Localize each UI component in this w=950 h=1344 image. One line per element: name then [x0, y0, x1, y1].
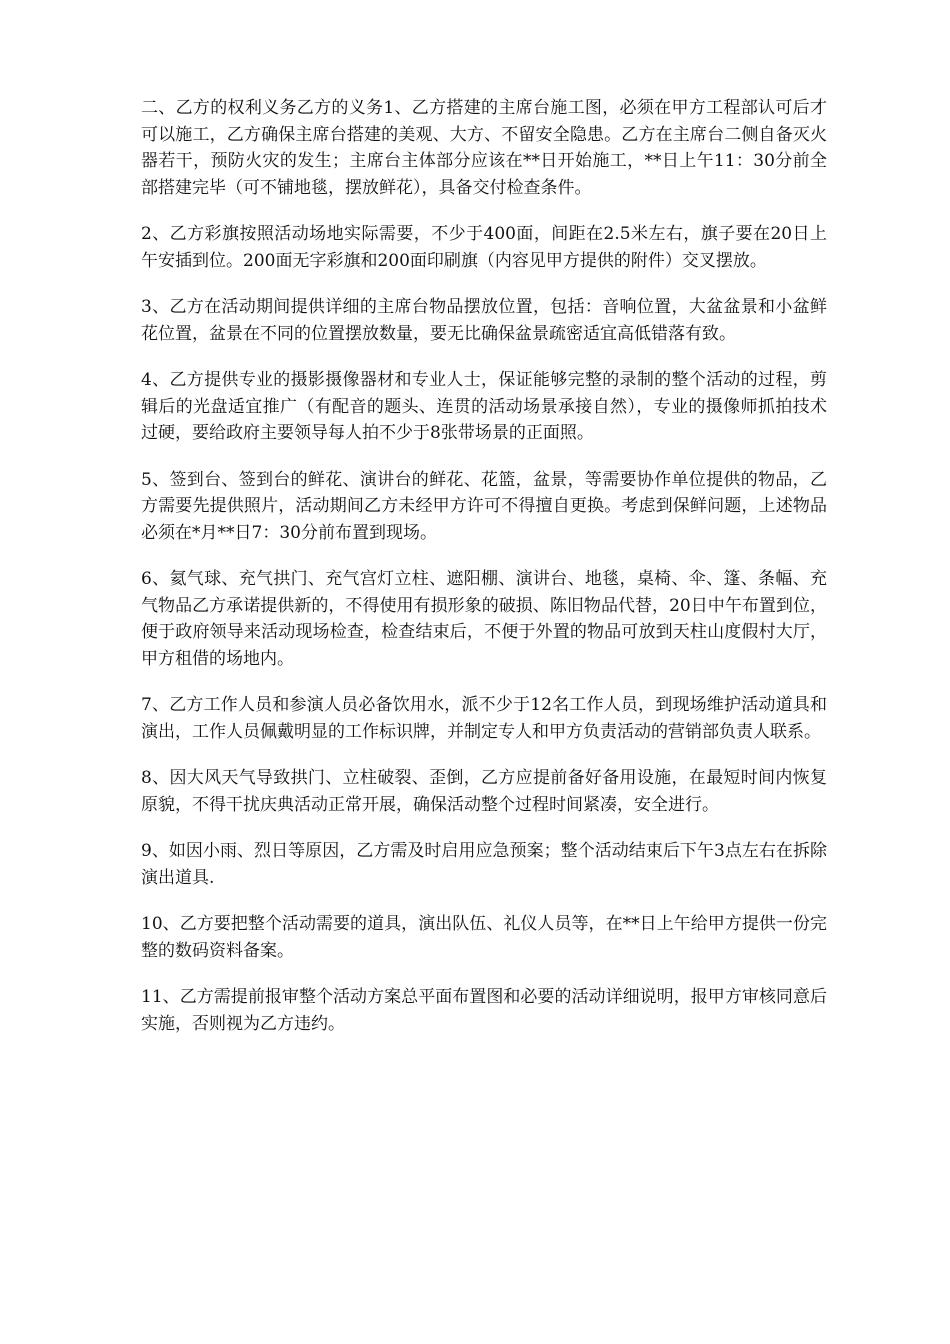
paragraph-item-7: 7、乙方工作人员和参演人员必备饮用水，派不少于12名工作人员，到现场维护活动道具和演出，工作人员佩戴明显的工作标识牌，并制定专人和甲方负责活动的营销部负责人联系。	[141, 695, 827, 742]
paragraph-item-9: 9、如因小雨、烈日等原因，乙方需及时启用应急预案；整个活动结束后下午3点左右在拆除演出道具.	[141, 841, 827, 888]
paragraph-item-5: 5、签到台、签到台的鲜花、演讲台的鲜花、花篮，盆景，等需要协作单位提供的物品，乙方需要先提供照片，活动期间乙方未经甲方许可不得擅自更换。考虑到保鲜问题，上述物品必须在*月**日7：30分前布置到现场。	[141, 469, 827, 543]
paragraph-item-4: 4、乙方提供专业的摄影摄像器材和专业人士，保证能够完整的录制的整个活动的过程，剪辑后的光盘适宜推广（有配音的题头、连贯的活动场景承接自然），专业的摄像师抓拍技术过硬，要给政府主要领导每人拍不少于8张带场景的正面照。	[141, 370, 827, 443]
paragraph-item-6: 6、氦气球、充气拱门、充气宫灯立柱、遮阳棚、演讲台、地毯，桌椅、伞、篷、条幅、充气物品乙方承诺提供新的，不得使用有损形象的破损、陈旧物品代替，20日中午布置到位，便于政府领导来活动现场检查，检查结束后，不便于外置的物品可放到天柱山度假村大厅，甲方租借的场地内。	[141, 569, 827, 669]
paragraph-item-11: 11、乙方需提前报审整个活动方案总平面布置图和必要的活动详细说明，报甲方审核同意后实施，否则视为乙方违约。	[141, 987, 827, 1034]
document-body	[141, 95, 827, 1057]
paragraph-obligations-intro: 二、乙方的权利义务乙方的义务1、乙方搭建的主席台施工图，必须在甲方工程部认可后才可以施工，乙方确保主席台搭建的美观、大方、不留安全隐患。乙方在主席台二侧自备灭火器若干，预防火灾的发生；主席台主体部分应该在**日开始施工，**日上午11：30分前全部搭建完毕（可不铺地毯，摆放鲜花），具备交付检查条件。	[141, 98, 827, 198]
paragraph-item-2: 2、乙方彩旗按照活动场地实际需要，不少于400面，间距在2.5米左右，旗子要在20日上午安插到位。200面无字彩旗和200面印刷旗（内容见甲方提供的附件）交叉摆放。	[141, 224, 827, 271]
paragraph-item-8: 8、因大风天气导致拱门、立柱破裂、歪倒，乙方应提前备好备用设施，在最短时间内恢复原貌，不得干扰庆典活动正常开展，确保活动整个过程时间紧凑，安全进行。	[141, 768, 827, 815]
paragraph-item-10: 10、乙方要把整个活动需要的道具，演出队伍、礼仪人员等，在**日上午给甲方提供一份完整的数码资料备案。	[141, 914, 827, 961]
paragraph-item-3: 3、乙方在活动期间提供详细的主席台物品摆放位置，包括：音响位置，大盆盆景和小盆鲜花位置，盆景在不同的位置摆放数量，要无比确保盆景疏密适宜高低错落有致。	[141, 297, 827, 344]
